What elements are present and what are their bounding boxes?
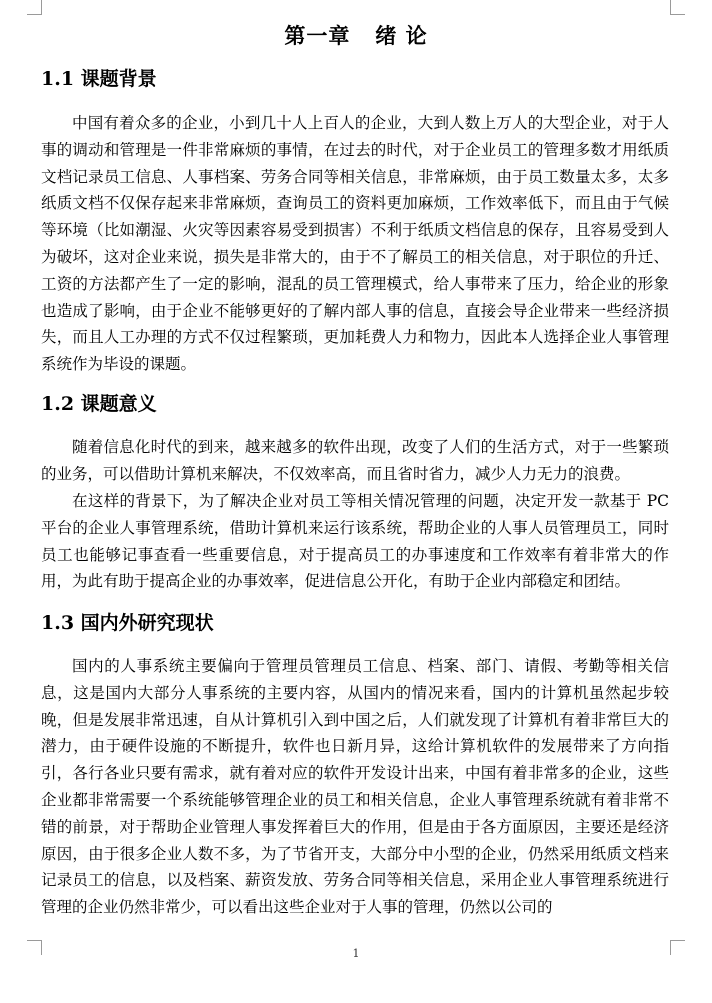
page-number: 1 xyxy=(352,947,360,960)
section-heading-significance: 1.2 课题意义 xyxy=(41,393,157,415)
paragraph-research-status: 国内的人事系统主要偏向于管理员管理员工信息、档案、部门、请假、考勤等相关信息，这是国内大部分人事系统的主要内容，从国内的情况来看，国内的计算机虽然起步较晚，但是发展非常迅速，自从计算机引入到中国之后，人们就发现了计算机有着非常巨大的潜力，由于硬件设施的不断提升，软件也日新月异，这给计算机软件的发展带来了方向指引，各行各业只要有需求，就有着对应的软件开发设计出来，中国有着非常多的企业，这些企业都非常需要一个系统能够管理企业的员工和相关信息，企业人事管理系统就有着非常不错的前景，对于帮助企业管理人事发挥着巨大的作用，但是由于各方面原因，主要还是经济原因，由于很多企业人数不多，为了节省开支，大部分中小型的企业，仍然采用纸质文档来记录员工的信息，以及档案、薪资发放、劳务合同等相关信息，采用企业人事管理系统进行管理的企业仍然非常少，可以看出这些企业对于人事的管理，仍然以公司的 xyxy=(41,657,669,917)
section-heading-research-status: 1.3 国内外研究现状 xyxy=(41,612,214,634)
paragraph-background: 中国有着众多的企业，小到几十人上百人的企业，大到人数上万人的大型企业，对于人事的调动和管理是一件非常麻烦的事情，在过去的时代，对于企业员工的管理多数才用纸质文档记录员工信息、人事档案、劳务合同等相关信息，非常麻烦，由于员工数量太多，太多纸质文档不仅保存起来非常麻烦，查询员工的资料更加麻烦，工作效率低下，而且由于气候等环境（比如潮湿、火灾等因素容易受到损害）不利于纸质文档信息的保存，且容易受到人为破坏，这对企业来说，损失是非常大的，由于不了解员工的相关信息，对于职位的升迁、工资的方法都产生了一定的影响，混乱的员工管理模式，给人事带来了压力，给企业的形象也造成了影响，由于企业不能够更好的了解内部人事的信息，直接会导企业带来一些经济损失，而且人工办理的方式不仅过程繁琐，更加耗费人力和物力，因此本人选择企业人事管理系统作为毕设的课题。 xyxy=(41,114,669,374)
crop-mark-top-left xyxy=(27,0,42,15)
paragraph-significance-1: 随着信息化时代的到来，越来越多的软件出现，改变了人们的生活方式，对于一些繁琐的业务，可以借助计算机来解决，不仅效率高，而且省时省力，减少人力无力的浪费。 xyxy=(41,438,669,483)
crop-mark-top-right xyxy=(670,0,685,15)
section-heading-background: 1.1 课题背景 xyxy=(41,68,157,90)
paragraph-significance-2: 在这样的背景下，为了解决企业对员工等相关情况管理的问题，决定开发一款基于 PC 平台的企业人事管理系统，借助计算机来运行该系统，帮助企业的人事人员管理员工，同时员工也能够记事查看一些重要信息，对于提高员工的办事速度和工作效率有着非常大的作用，为此有助于提高企业的办事效率，促进信息公开化，有助于企业内部稳定和团结。 xyxy=(41,492,669,591)
chapter-title: 第一章 绪 论 xyxy=(284,23,428,48)
